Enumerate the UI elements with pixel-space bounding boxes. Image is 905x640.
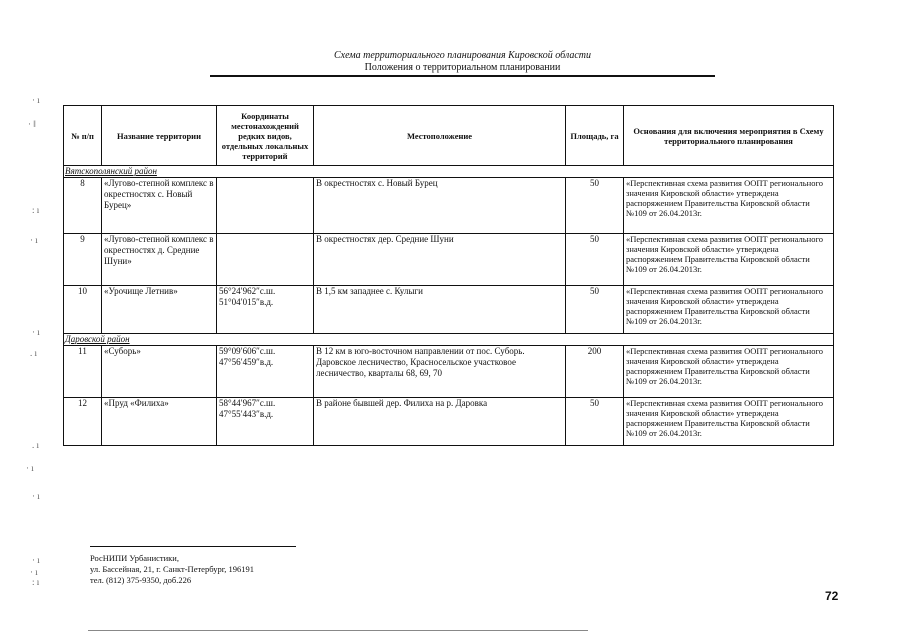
cell-number: 8 [64,178,102,234]
bottom-rule [88,630,588,631]
cell-coordinates [217,178,314,234]
cell-name: «Лугово-степной комплекс в окрестностях с. Новый Бурец» [102,178,217,234]
cell-basis: «Перспективная схема развития ООПТ регионального значения Кировской области» утверждена распоряжением Правительства Кировской области №109 от 26.04.2013г. [624,398,834,446]
document-title: Схема территориального планирования Кировской области [333,50,592,61]
col-header-number: № п/п [64,106,102,166]
table-row [64,346,834,398]
cell-location: В окрестностях дер. Средние Шуни [314,234,566,286]
cell-basis: «Перспективная схема развития ООПТ регионального значения Кировской области» утверждена распоряжением Правительства Кировской области №109 от 26.04.2013г. [624,346,834,398]
cell-coordinates: 56°24′962″с.ш. 51°04′015″в.д. [217,286,314,334]
cell-name: «Урочище Летнив» [102,286,217,334]
table-row [64,234,834,286]
cell-coordinates [217,234,314,286]
region-name: Вятскополянский район [64,166,834,178]
margin-mark: · ı [26,463,34,473]
margin-mark: : ı [32,205,40,215]
footer-rule [90,546,296,547]
table-row [64,398,834,446]
region-name: Даровской район [64,334,834,346]
margin-mark: · ı [32,95,40,105]
cell-name: «Суборь» [102,346,217,398]
cell-number: 10 [64,286,102,334]
margin-mark: · ı [32,491,40,501]
margin-mark: · ı [30,567,38,577]
cell-area: 50 [566,234,624,286]
cell-basis: «Перспективная схема развития ООПТ регионального значения Кировской области» утверждена распоряжением Правительства Кировской области №109 от 26.04.2013г. [624,286,834,334]
table-header-row [64,106,834,166]
col-header-area: Площадь, га [566,106,624,166]
cell-area: 200 [566,346,624,398]
col-header-location: Местоположение [314,106,566,166]
cell-area: 50 [566,398,624,446]
col-header-coordinates: Координаты местонахождений редких видов, отдельных локальных территорий [217,106,314,166]
col-header-name: Название территории [102,106,217,166]
margin-mark: · ‖ [28,119,36,129]
region-row [64,166,834,178]
cell-location: В 12 км в юго-восточном направлении от пос. Суборь. Даровское лесничество, Красносельское участковое лесничество, кварталы 68, 69, 70 [314,346,566,398]
table-row [64,178,834,234]
header-rule [210,75,715,77]
document-subtitle: Положения о территориальном планировании [364,62,561,73]
territories-table [63,105,834,446]
cell-location: В 1,5 км западнее с. Кулыги [314,286,566,334]
margin-mark: · ı [32,555,40,565]
col-header-basis: Основания для включения мероприятия в Схему территориального планирования [624,106,834,166]
cell-number: 9 [64,234,102,286]
margin-mark: · ı [30,235,38,245]
cell-area: 50 [566,178,624,234]
footer-street: ул. Бассейная, 21, г. Санкт-Петербург, 196191 [90,564,254,574]
footer-org: РосНИПИ Урбанистики, [90,553,179,563]
cell-number: 11 [64,346,102,398]
margin-mark: · ı [32,327,40,337]
footer-address [90,553,254,586]
cell-number: 12 [64,398,102,446]
cell-basis: «Перспективная схема развития ООПТ регионального значения Кировской области» утверждена распоряжением Правительства Кировской области №109 от 26.04.2013г. [624,178,834,234]
cell-name: «Пруд «Филиха» [102,398,217,446]
cell-location: В окрестностях с. Новый Бурец [314,178,566,234]
cell-area: 50 [566,286,624,334]
cell-coordinates: 58°44′967″с.ш. 47°55′443″в.д. [217,398,314,446]
footer-phone: тел. (812) 375-9350, доб.226 [90,575,192,585]
cell-location: В районе бывшей дер. Филиха на р. Даровка [314,398,566,446]
cell-name: «Лугово-степной комплекс в окрестностях д. Средние Шуни» [102,234,217,286]
margin-mark: . ı [30,348,38,358]
page-number: 72 [825,589,839,603]
region-row [64,334,834,346]
cell-coordinates: 59°09′606″с.ш. 47°56′459″в.д. [217,346,314,398]
table-row [64,286,834,334]
margin-mark: . ı [32,440,40,450]
cell-basis: «Перспективная схема развития ООПТ регионального значения Кировской области» утверждена распоряжением Правительства Кировской области №109 от 26.04.2013г. [624,234,834,286]
document-header [210,50,715,74]
margin-mark: : ı [32,577,40,587]
